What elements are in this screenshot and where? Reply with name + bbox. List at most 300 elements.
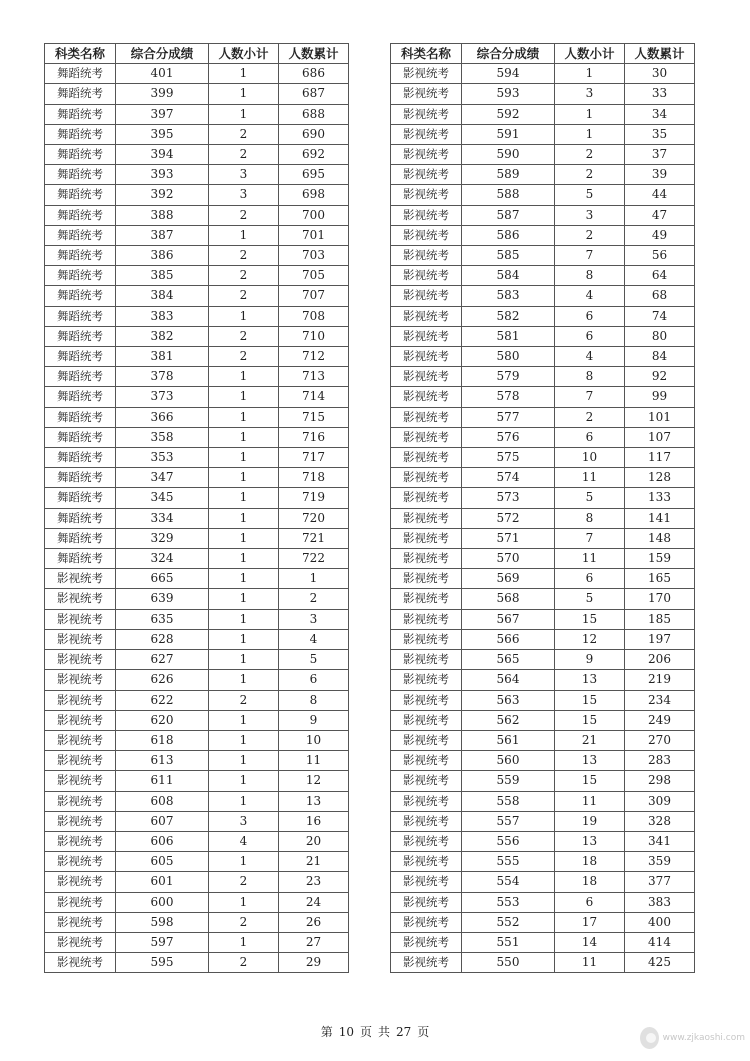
cell-cumulative: 716 bbox=[279, 427, 349, 447]
cell-cumulative: 270 bbox=[625, 730, 695, 750]
cell-score: 581 bbox=[462, 326, 555, 346]
cell-score: 366 bbox=[116, 407, 209, 427]
cell-cumulative: 688 bbox=[279, 104, 349, 124]
score-table-right bbox=[390, 43, 695, 973]
cell-score: 577 bbox=[462, 407, 555, 427]
cell-subtotal: 15 bbox=[555, 690, 625, 710]
cell-category: 影视统考 bbox=[391, 367, 462, 387]
table-row bbox=[391, 811, 695, 831]
cell-subtotal: 19 bbox=[555, 811, 625, 831]
cell-subtotal: 3 bbox=[555, 84, 625, 104]
cell-score: 329 bbox=[116, 528, 209, 548]
cell-cumulative: 5 bbox=[279, 650, 349, 670]
cell-cumulative: 383 bbox=[625, 892, 695, 912]
table-row bbox=[45, 286, 349, 306]
cell-cumulative: 117 bbox=[625, 448, 695, 468]
table-row bbox=[391, 347, 695, 367]
cell-subtotal: 1 bbox=[209, 306, 279, 326]
table-row bbox=[45, 892, 349, 912]
table-row bbox=[391, 791, 695, 811]
cell-cumulative: 33 bbox=[625, 84, 695, 104]
cell-subtotal: 15 bbox=[555, 609, 625, 629]
cell-category: 影视统考 bbox=[391, 528, 462, 548]
cell-cumulative: 6 bbox=[279, 670, 349, 690]
cell-score: 618 bbox=[116, 730, 209, 750]
cell-subtotal: 13 bbox=[555, 831, 625, 851]
cell-cumulative: 64 bbox=[625, 266, 695, 286]
cell-subtotal: 1 bbox=[209, 932, 279, 952]
cell-subtotal: 1 bbox=[209, 367, 279, 387]
cell-cumulative: 170 bbox=[625, 589, 695, 609]
cell-score: 334 bbox=[116, 508, 209, 528]
cell-cumulative: 30 bbox=[625, 64, 695, 84]
cell-subtotal: 1 bbox=[209, 225, 279, 245]
cell-category: 影视统考 bbox=[45, 932, 116, 952]
cell-category: 舞蹈统考 bbox=[45, 266, 116, 286]
cell-category: 舞蹈统考 bbox=[45, 306, 116, 326]
cell-category: 舞蹈统考 bbox=[45, 448, 116, 468]
cell-category: 舞蹈统考 bbox=[45, 165, 116, 185]
cell-cumulative: 34 bbox=[625, 104, 695, 124]
table-row bbox=[391, 407, 695, 427]
cell-subtotal: 2 bbox=[209, 145, 279, 165]
cell-category: 影视统考 bbox=[391, 892, 462, 912]
cell-score: 550 bbox=[462, 953, 555, 973]
cell-category: 影视统考 bbox=[391, 448, 462, 468]
cell-subtotal: 1 bbox=[209, 104, 279, 124]
cell-subtotal: 2 bbox=[555, 407, 625, 427]
cell-category: 影视统考 bbox=[391, 771, 462, 791]
cell-category: 舞蹈统考 bbox=[45, 488, 116, 508]
cell-cumulative: 710 bbox=[279, 326, 349, 346]
cell-category: 影视统考 bbox=[391, 468, 462, 488]
table-row bbox=[45, 549, 349, 569]
table-row bbox=[45, 488, 349, 508]
cell-cumulative: 24 bbox=[279, 892, 349, 912]
cell-category: 影视统考 bbox=[391, 852, 462, 872]
cell-score: 628 bbox=[116, 629, 209, 649]
table-row bbox=[45, 145, 349, 165]
cell-cumulative: 23 bbox=[279, 872, 349, 892]
cell-category: 舞蹈统考 bbox=[45, 145, 116, 165]
cell-category: 舞蹈统考 bbox=[45, 427, 116, 447]
cell-subtotal: 1 bbox=[209, 650, 279, 670]
cell-category: 影视统考 bbox=[45, 771, 116, 791]
cell-subtotal: 6 bbox=[555, 326, 625, 346]
cell-category: 舞蹈统考 bbox=[45, 205, 116, 225]
cell-cumulative: 400 bbox=[625, 912, 695, 932]
table-row bbox=[391, 306, 695, 326]
footer-page-word: 页 bbox=[359, 1025, 372, 1039]
cell-cumulative: 708 bbox=[279, 306, 349, 326]
cell-score: 585 bbox=[462, 246, 555, 266]
cell-subtotal: 8 bbox=[555, 367, 625, 387]
cell-category: 影视统考 bbox=[391, 205, 462, 225]
cell-score: 635 bbox=[116, 609, 209, 629]
table-row bbox=[45, 306, 349, 326]
table-row bbox=[391, 650, 695, 670]
table-row bbox=[45, 64, 349, 84]
cell-score: 386 bbox=[116, 246, 209, 266]
cell-category: 影视统考 bbox=[391, 751, 462, 771]
table-row bbox=[45, 811, 349, 831]
cell-score: 597 bbox=[116, 932, 209, 952]
cell-cumulative: 713 bbox=[279, 367, 349, 387]
cell-cumulative: 37 bbox=[625, 145, 695, 165]
cell-cumulative: 283 bbox=[625, 751, 695, 771]
cell-score: 393 bbox=[116, 165, 209, 185]
cell-subtotal: 7 bbox=[555, 528, 625, 548]
table-row bbox=[391, 326, 695, 346]
cell-subtotal: 15 bbox=[555, 710, 625, 730]
cell-score: 639 bbox=[116, 589, 209, 609]
cell-score: 347 bbox=[116, 468, 209, 488]
cell-category: 影视统考 bbox=[391, 347, 462, 367]
cell-score: 574 bbox=[462, 468, 555, 488]
cell-category: 影视统考 bbox=[391, 569, 462, 589]
table-row bbox=[45, 205, 349, 225]
cell-category: 影视统考 bbox=[45, 791, 116, 811]
cell-score: 384 bbox=[116, 286, 209, 306]
cell-cumulative: 718 bbox=[279, 468, 349, 488]
cell-category: 影视统考 bbox=[45, 569, 116, 589]
cell-category: 影视统考 bbox=[391, 185, 462, 205]
cell-subtotal: 1 bbox=[209, 387, 279, 407]
cell-subtotal: 2 bbox=[209, 690, 279, 710]
page-footer bbox=[0, 1023, 750, 1040]
cell-subtotal: 1 bbox=[209, 589, 279, 609]
page-number: 10 bbox=[338, 1025, 354, 1039]
cell-cumulative: 687 bbox=[279, 84, 349, 104]
cell-subtotal: 8 bbox=[555, 266, 625, 286]
cell-subtotal: 2 bbox=[209, 953, 279, 973]
cell-subtotal: 2 bbox=[209, 266, 279, 286]
cell-subtotal: 6 bbox=[555, 892, 625, 912]
table-body bbox=[391, 64, 695, 973]
cell-category: 影视统考 bbox=[391, 650, 462, 670]
cell-subtotal: 1 bbox=[555, 64, 625, 84]
table-row bbox=[45, 427, 349, 447]
cell-cumulative: 309 bbox=[625, 791, 695, 811]
table-row bbox=[391, 508, 695, 528]
cell-cumulative: 695 bbox=[279, 165, 349, 185]
table-row bbox=[45, 831, 349, 851]
cell-score: 564 bbox=[462, 670, 555, 690]
cell-score: 580 bbox=[462, 347, 555, 367]
table-row bbox=[391, 771, 695, 791]
cell-category: 影视统考 bbox=[391, 225, 462, 245]
header-subtotal: 人数小计 bbox=[209, 44, 279, 64]
cell-subtotal: 14 bbox=[555, 932, 625, 952]
cell-subtotal: 1 bbox=[209, 892, 279, 912]
cell-category: 舞蹈统考 bbox=[45, 104, 116, 124]
table-row bbox=[45, 266, 349, 286]
table-row bbox=[391, 225, 695, 245]
cell-subtotal: 1 bbox=[209, 84, 279, 104]
cell-category: 影视统考 bbox=[45, 650, 116, 670]
cell-cumulative: 690 bbox=[279, 124, 349, 144]
cell-category: 影视统考 bbox=[391, 306, 462, 326]
cell-cumulative: 99 bbox=[625, 387, 695, 407]
table-row bbox=[391, 912, 695, 932]
cell-cumulative: 26 bbox=[279, 912, 349, 932]
cell-score: 382 bbox=[116, 326, 209, 346]
cell-category: 影视统考 bbox=[391, 165, 462, 185]
cell-score: 358 bbox=[116, 427, 209, 447]
table-row bbox=[391, 730, 695, 750]
cell-score: 392 bbox=[116, 185, 209, 205]
cell-score: 395 bbox=[116, 124, 209, 144]
cell-subtotal: 4 bbox=[209, 831, 279, 851]
cell-subtotal: 2 bbox=[209, 124, 279, 144]
cell-category: 影视统考 bbox=[391, 629, 462, 649]
table-row bbox=[391, 589, 695, 609]
cell-score: 383 bbox=[116, 306, 209, 326]
cell-cumulative: 133 bbox=[625, 488, 695, 508]
cell-category: 舞蹈统考 bbox=[45, 124, 116, 144]
cell-score: 578 bbox=[462, 387, 555, 407]
cell-score: 397 bbox=[116, 104, 209, 124]
cell-score: 588 bbox=[462, 185, 555, 205]
cell-score: 626 bbox=[116, 670, 209, 690]
cell-subtotal: 1 bbox=[209, 710, 279, 730]
table-row bbox=[45, 225, 349, 245]
cell-score: 378 bbox=[116, 367, 209, 387]
cell-category: 舞蹈统考 bbox=[45, 286, 116, 306]
table-row bbox=[45, 448, 349, 468]
table-row bbox=[45, 468, 349, 488]
cell-cumulative: 298 bbox=[625, 771, 695, 791]
cell-cumulative: 720 bbox=[279, 508, 349, 528]
table-row bbox=[391, 852, 695, 872]
cell-category: 舞蹈统考 bbox=[45, 549, 116, 569]
cell-cumulative: 3 bbox=[279, 609, 349, 629]
table-row bbox=[45, 690, 349, 710]
table-row bbox=[391, 953, 695, 973]
table-row bbox=[391, 367, 695, 387]
table-row bbox=[391, 629, 695, 649]
table-body bbox=[45, 64, 349, 973]
cell-score: 601 bbox=[116, 872, 209, 892]
table-row bbox=[45, 326, 349, 346]
cell-cumulative: 359 bbox=[625, 852, 695, 872]
cell-subtotal: 4 bbox=[555, 286, 625, 306]
cell-category: 舞蹈统考 bbox=[45, 407, 116, 427]
cell-subtotal: 1 bbox=[209, 427, 279, 447]
cell-score: 551 bbox=[462, 932, 555, 952]
cell-subtotal: 1 bbox=[555, 124, 625, 144]
cell-cumulative: 2 bbox=[279, 589, 349, 609]
cell-score: 373 bbox=[116, 387, 209, 407]
cell-category: 影视统考 bbox=[45, 690, 116, 710]
table-row bbox=[45, 104, 349, 124]
cell-category: 影视统考 bbox=[391, 124, 462, 144]
cell-category: 舞蹈统考 bbox=[45, 387, 116, 407]
cell-score: 576 bbox=[462, 427, 555, 447]
cell-subtotal: 2 bbox=[209, 246, 279, 266]
watermark-text: www.zjkaoshi.com bbox=[662, 1033, 745, 1043]
cell-score: 559 bbox=[462, 771, 555, 791]
cell-score: 575 bbox=[462, 448, 555, 468]
cell-score: 566 bbox=[462, 629, 555, 649]
cell-category: 影视统考 bbox=[45, 831, 116, 851]
table-row bbox=[391, 84, 695, 104]
cell-score: 562 bbox=[462, 710, 555, 730]
cell-category: 影视统考 bbox=[391, 690, 462, 710]
cell-subtotal: 1 bbox=[209, 448, 279, 468]
cell-subtotal: 5 bbox=[555, 488, 625, 508]
table-row bbox=[391, 569, 695, 589]
cell-subtotal: 2 bbox=[555, 165, 625, 185]
cell-cumulative: 328 bbox=[625, 811, 695, 831]
cell-cumulative: 92 bbox=[625, 367, 695, 387]
table-row bbox=[391, 609, 695, 629]
cell-cumulative: 714 bbox=[279, 387, 349, 407]
cell-cumulative: 707 bbox=[279, 286, 349, 306]
cell-category: 影视统考 bbox=[391, 932, 462, 952]
cell-cumulative: 722 bbox=[279, 549, 349, 569]
table-row bbox=[45, 629, 349, 649]
cell-category: 舞蹈统考 bbox=[45, 64, 116, 84]
header-category: 科类名称 bbox=[45, 44, 116, 64]
table-row bbox=[45, 165, 349, 185]
cell-cumulative: 341 bbox=[625, 831, 695, 851]
cell-cumulative: 74 bbox=[625, 306, 695, 326]
cell-cumulative: 12 bbox=[279, 771, 349, 791]
cell-category: 舞蹈统考 bbox=[45, 84, 116, 104]
cell-category: 影视统考 bbox=[391, 811, 462, 831]
table-row bbox=[45, 609, 349, 629]
cell-subtotal: 2 bbox=[209, 286, 279, 306]
cell-cumulative: 197 bbox=[625, 629, 695, 649]
cell-category: 舞蹈统考 bbox=[45, 468, 116, 488]
cell-subtotal: 2 bbox=[209, 872, 279, 892]
cell-score: 399 bbox=[116, 84, 209, 104]
cell-score: 622 bbox=[116, 690, 209, 710]
cell-score: 558 bbox=[462, 791, 555, 811]
cell-score: 583 bbox=[462, 286, 555, 306]
cell-cumulative: 20 bbox=[279, 831, 349, 851]
cell-subtotal: 1 bbox=[209, 730, 279, 750]
cell-subtotal: 3 bbox=[209, 811, 279, 831]
table-row bbox=[45, 872, 349, 892]
cell-cumulative: 11 bbox=[279, 751, 349, 771]
cell-cumulative: 234 bbox=[625, 690, 695, 710]
cell-category: 影视统考 bbox=[45, 670, 116, 690]
cell-score: 586 bbox=[462, 225, 555, 245]
watermark-logo-icon bbox=[640, 1027, 659, 1049]
cell-cumulative: 56 bbox=[625, 246, 695, 266]
cell-cumulative: 700 bbox=[279, 205, 349, 225]
table-row bbox=[391, 246, 695, 266]
cell-category: 影视统考 bbox=[391, 64, 462, 84]
cell-score: 394 bbox=[116, 145, 209, 165]
cell-category: 影视统考 bbox=[391, 246, 462, 266]
cell-category: 影视统考 bbox=[391, 286, 462, 306]
cell-subtotal: 1 bbox=[209, 528, 279, 548]
table-row bbox=[45, 650, 349, 670]
cell-subtotal: 2 bbox=[209, 912, 279, 932]
table-row bbox=[391, 104, 695, 124]
table-row bbox=[45, 670, 349, 690]
cell-cumulative: 185 bbox=[625, 609, 695, 629]
cell-score: 573 bbox=[462, 488, 555, 508]
cell-subtotal: 17 bbox=[555, 912, 625, 932]
table-row bbox=[391, 549, 695, 569]
cell-category: 影视统考 bbox=[391, 266, 462, 286]
cell-category: 影视统考 bbox=[391, 387, 462, 407]
table-row bbox=[45, 508, 349, 528]
cell-subtotal: 1 bbox=[209, 670, 279, 690]
cell-category: 影视统考 bbox=[45, 629, 116, 649]
cell-cumulative: 698 bbox=[279, 185, 349, 205]
cell-cumulative: 249 bbox=[625, 710, 695, 730]
table-row bbox=[45, 751, 349, 771]
cell-category: 舞蹈统考 bbox=[45, 508, 116, 528]
cell-category: 舞蹈统考 bbox=[45, 185, 116, 205]
cell-category: 舞蹈统考 bbox=[45, 225, 116, 245]
cell-cumulative: 159 bbox=[625, 549, 695, 569]
footer-prefix: 第 bbox=[320, 1025, 333, 1039]
cell-category: 影视统考 bbox=[391, 912, 462, 932]
table-row bbox=[45, 246, 349, 266]
cell-category: 影视统考 bbox=[45, 912, 116, 932]
cell-cumulative: 10 bbox=[279, 730, 349, 750]
cell-score: 598 bbox=[116, 912, 209, 932]
table-row bbox=[45, 912, 349, 932]
table-row bbox=[391, 165, 695, 185]
table-row bbox=[45, 124, 349, 144]
cell-subtotal: 13 bbox=[555, 751, 625, 771]
table-row bbox=[45, 528, 349, 548]
cell-cumulative: 377 bbox=[625, 872, 695, 892]
cell-subtotal: 6 bbox=[555, 306, 625, 326]
table-row bbox=[391, 488, 695, 508]
cell-cumulative: 219 bbox=[625, 670, 695, 690]
cell-subtotal: 1 bbox=[209, 549, 279, 569]
cell-cumulative: 4 bbox=[279, 629, 349, 649]
cell-subtotal: 1 bbox=[209, 508, 279, 528]
cell-score: 620 bbox=[116, 710, 209, 730]
cell-category: 影视统考 bbox=[391, 589, 462, 609]
cell-score: 560 bbox=[462, 751, 555, 771]
cell-score: 553 bbox=[462, 892, 555, 912]
cell-subtotal: 12 bbox=[555, 629, 625, 649]
cell-cumulative: 16 bbox=[279, 811, 349, 831]
cell-cumulative: 705 bbox=[279, 266, 349, 286]
cell-subtotal: 18 bbox=[555, 852, 625, 872]
table-row bbox=[391, 286, 695, 306]
cell-score: 565 bbox=[462, 650, 555, 670]
cell-score: 587 bbox=[462, 205, 555, 225]
table-row bbox=[45, 852, 349, 872]
cell-cumulative: 13 bbox=[279, 791, 349, 811]
cell-subtotal: 13 bbox=[555, 670, 625, 690]
cell-category: 影视统考 bbox=[391, 104, 462, 124]
header-cumulative: 人数累计 bbox=[625, 44, 695, 64]
cell-score: 569 bbox=[462, 569, 555, 589]
cell-cumulative: 719 bbox=[279, 488, 349, 508]
cell-cumulative: 27 bbox=[279, 932, 349, 952]
cell-cumulative: 68 bbox=[625, 286, 695, 306]
cell-subtotal: 5 bbox=[555, 185, 625, 205]
cell-cumulative: 49 bbox=[625, 225, 695, 245]
cell-cumulative: 715 bbox=[279, 407, 349, 427]
table-row bbox=[45, 710, 349, 730]
cell-cumulative: 206 bbox=[625, 650, 695, 670]
table-row bbox=[45, 84, 349, 104]
footer-total-word: 共 bbox=[378, 1025, 391, 1039]
